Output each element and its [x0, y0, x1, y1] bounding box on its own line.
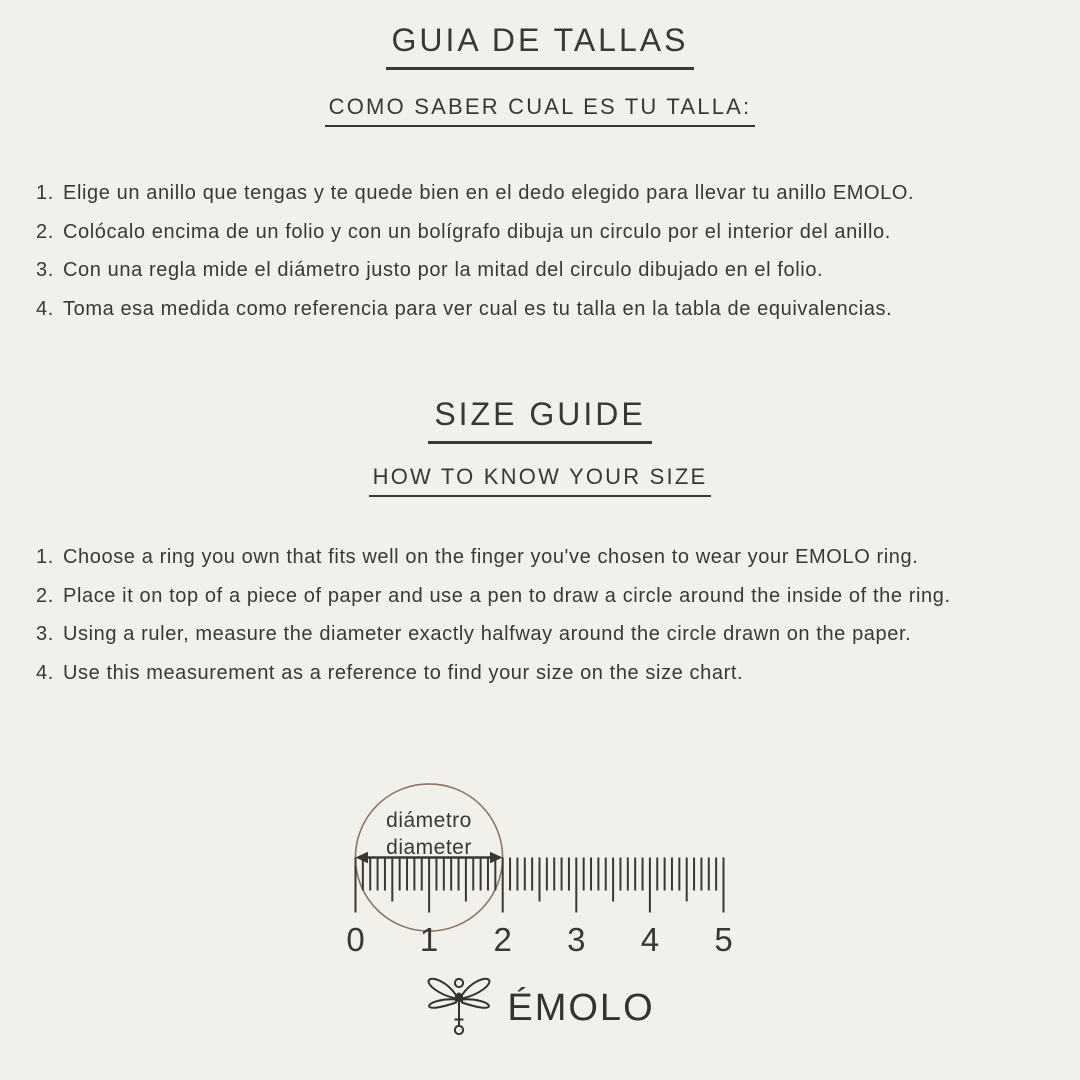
- step-item: [36, 290, 1064, 329]
- step-text: Toma esa medida como referencia para ver cual es tu talla en la tabla de equivalencias.: [63, 297, 893, 320]
- diameter-label-es: diámetro: [386, 809, 472, 832]
- english-steps-list: [36, 538, 1064, 692]
- step-text: Using a ruler, measure the diameter exactly halfway around the circle drawn on the paper.: [63, 623, 912, 645]
- step-item: [36, 577, 1064, 616]
- brand-logo: [0, 972, 1080, 1044]
- step-text: Colócalo encima de un folio y con un bolígrafo dibuja un circulo por el interior del anillo.: [63, 220, 891, 243]
- english-subtitle: HOW TO KNOW YOUR SIZE: [369, 464, 712, 497]
- step-number: 2.: [36, 220, 54, 243]
- ruler-number: 2: [493, 921, 512, 958]
- spanish-subtitle: COMO SABER CUAL ES TU TALLA:: [325, 94, 756, 127]
- step-text: Use this measurement as a reference to find your size on the size chart.: [63, 661, 744, 684]
- step-item: [36, 654, 1064, 693]
- ruler-number: 1: [419, 921, 439, 958]
- step-number: 3.: [36, 259, 54, 281]
- step-number: 2.: [36, 584, 54, 607]
- ruler-illustration: [0, 770, 1080, 980]
- step-item: [36, 213, 1064, 252]
- dragonfly-icon: [425, 976, 493, 1040]
- brand-name: ÉMOLO: [507, 986, 655, 1029]
- english-title-row: [0, 396, 1080, 444]
- step-text: Elige un anillo que tengas y te quede bien en el dedo elegido para llevar tu anillo EMOLO.: [63, 182, 915, 204]
- ruler-ticks: [356, 858, 724, 913]
- step-item: [36, 174, 1064, 213]
- step-number: 1.: [36, 182, 54, 204]
- step-text: Choose a ring you own that fits well on the finger you've chosen to wear your EMOLO ring.: [63, 546, 919, 568]
- diameter-label-en: diameter: [386, 836, 472, 859]
- ruler-number: 0: [346, 921, 365, 958]
- ruler-number: 4: [640, 921, 660, 958]
- step-item: [36, 251, 1064, 290]
- step-number: 4.: [36, 297, 54, 320]
- step-number: 3.: [36, 623, 54, 645]
- step-number: 4.: [36, 661, 54, 684]
- spanish-steps-list: [36, 174, 1064, 328]
- spanish-title-row: [0, 22, 1080, 70]
- step-number: 1.: [36, 546, 54, 568]
- step-item: [36, 538, 1064, 577]
- step-item: [36, 615, 1064, 654]
- ruler-number: 5: [714, 921, 733, 958]
- english-title: SIZE GUIDE: [428, 396, 651, 444]
- spanish-subtitle-row: [0, 94, 1080, 127]
- step-text: Place it on top of a piece of paper and use a pen to draw a circle around the inside of the ring.: [63, 584, 951, 607]
- english-subtitle-row: [0, 464, 1080, 497]
- ruler-number: 3: [567, 921, 586, 958]
- spanish-title: GUIA DE TALLAS: [386, 22, 695, 70]
- step-text: Con una regla mide el diámetro justo por la mitad del circulo dibujado en el folio.: [63, 259, 824, 281]
